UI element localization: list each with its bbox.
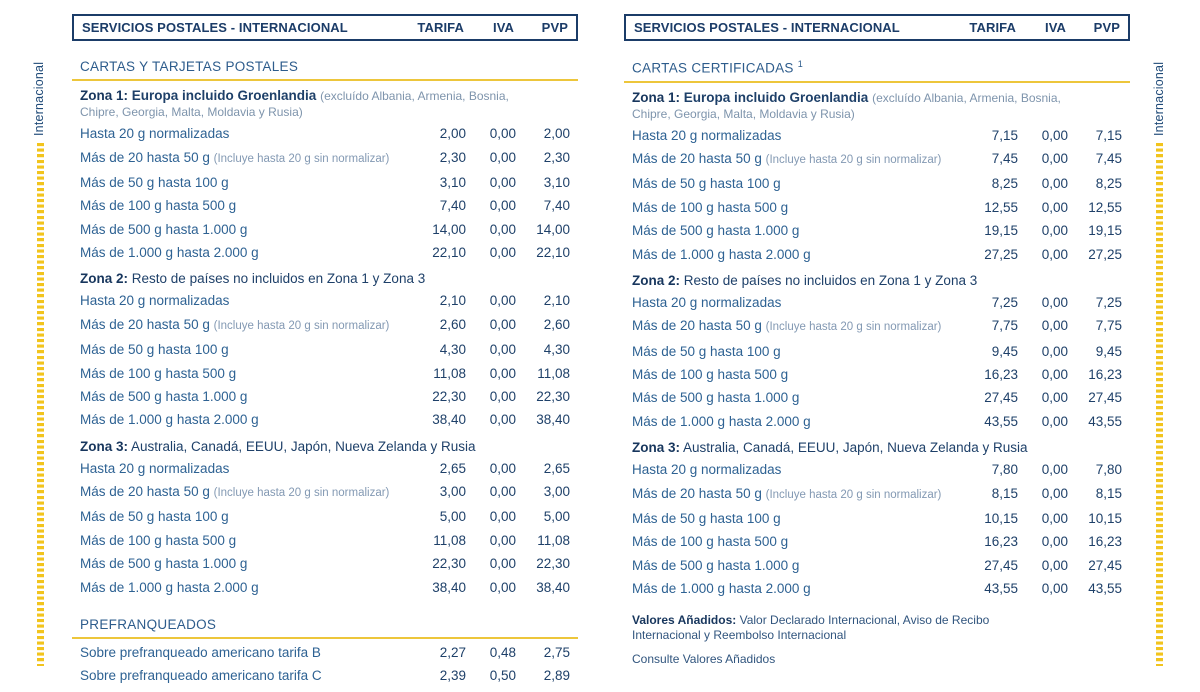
row-label [80,508,402,525]
row-label [632,485,954,504]
pvp-value: 4,30 [543,342,570,358]
pvp-value: 38,40 [536,579,570,595]
row-label-text: Más de 1.000 g hasta 2.000 g [80,579,259,595]
iva-value: 0,00 [489,460,516,476]
tariff-row [624,386,1130,409]
pvp-value: 3,10 [543,174,570,190]
iva-value: 0,00 [489,174,516,190]
row-label [632,199,954,216]
row-label-text: Más de 1.000 g hasta 2.000 g [632,246,811,262]
iva-value: 0,00 [489,221,516,237]
zone-group [624,440,1130,600]
pvp-value: 22,30 [536,556,570,572]
row-label-text: Más de 1.000 g hasta 2.000 g [80,412,259,428]
tariff-row [72,575,578,598]
tarifa-value: 12,55 [984,199,1018,215]
row-label [80,460,402,477]
rate-rows [624,124,1130,266]
zone-label: Zona 1: [632,89,681,105]
section-title [72,59,578,81]
iva-value: 0,00 [489,293,516,309]
tariff-column-left [72,14,578,692]
rate-rows [72,122,578,264]
tarifa-value: 7,15 [991,127,1018,143]
row-label-text: Más de 20 hasta 50 g [80,484,210,500]
tariff-row [72,241,578,264]
zone-description: Resto de países no incluidos en Zona 1 y Zona 3 [683,272,978,288]
tariff-row [72,529,578,552]
tarifa-value: 7,75 [991,318,1018,334]
table-header [624,14,1130,41]
column-header-iva: IVA [1044,20,1066,35]
tarifa-value: 2,27 [439,644,466,660]
tarifa-value: 22,10 [432,245,466,261]
row-label-text: Más de 500 g hasta 1.000 g [632,223,800,239]
row-label [80,244,402,261]
rate-rows [72,289,578,431]
row-label-text: Sobre prefranqueado americano tarifa B [80,644,321,660]
iva-value: 0,00 [489,149,516,165]
row-label-note: (Incluye hasta 20 g sin normalizar) [765,488,942,501]
row-label [80,532,402,549]
tarifa-value: 38,40 [432,579,466,595]
footnote-text: Consulte Valores Añadidos [632,652,776,667]
pvp-value: 16,23 [1088,534,1122,550]
pvp-value: 8,25 [1095,176,1122,192]
tariff-row [624,458,1130,481]
pvp-value: 22,10 [536,245,570,261]
iva-value: 0,00 [1041,151,1068,167]
section-title-text: CARTAS CERTIFICADAS [632,60,794,76]
tariff-row [72,664,578,687]
iva-value: 0,00 [1041,343,1068,359]
column-header-tarifa: TARIFA [969,20,1016,35]
row-label [80,411,402,428]
row-label [80,341,402,358]
row-label-text: Más de 1.000 g hasta 2.000 g [80,245,259,261]
iva-value: 0,00 [1041,223,1068,239]
tarifa-value: 5,00 [439,509,466,525]
row-label-text: Más de 500 g hasta 1.000 g [80,221,248,237]
tarifa-value: 43,55 [984,413,1018,429]
iva-value: 0,00 [1041,176,1068,192]
row-label [632,175,954,192]
tarifa-value: 2,60 [439,316,466,332]
row-label [632,389,954,406]
iva-value: 0,00 [489,509,516,525]
pvp-value: 2,10 [543,293,570,309]
tariff-row [72,145,578,170]
row-label-text: Más de 50 g hasta 100 g [632,176,781,192]
side-label-internacional-right: Internacional [1152,61,1166,136]
row-label [632,557,954,574]
tarifa-value: 3,10 [439,174,466,190]
row-label-note: (Incluye hasta 20 g sin normalizar) [213,487,390,500]
pvp-value: 10,15 [1088,510,1122,526]
pvp-value: 7,45 [1095,151,1122,167]
row-label [632,246,954,263]
row-label [632,150,954,169]
row-label-text: Más de 500 g hasta 1.000 g [80,556,248,572]
tariff-row [624,481,1130,506]
section-title-text: CARTAS Y TARJETAS POSTALES [80,59,299,74]
tariff-row [72,457,578,480]
tarifa-value: 11,08 [433,532,466,548]
tariff-row [72,122,578,145]
zone-heading [632,273,1072,289]
pvp-value: 2,60 [543,316,570,332]
tarifa-value: 2,39 [439,668,466,684]
tariff-row [624,291,1130,314]
tarifa-value: 27,45 [984,390,1018,406]
rate-rows [624,291,1130,433]
tarifa-value: 2,00 [439,126,466,142]
row-label [632,533,954,550]
pvp-value: 2,65 [543,460,570,476]
zone-group [624,90,1130,266]
section-title-footnote-marker: 1 [797,59,804,69]
tariff-row [624,363,1130,386]
zone-label: Zona 2: [80,271,129,287]
tarifa-value: 9,45 [991,343,1018,359]
row-label-text: Más de 50 g hasta 100 g [80,174,229,190]
tariff-row [624,196,1130,219]
iva-value: 0,00 [1041,367,1068,383]
tariff-row [72,313,578,338]
tarifa-value: 38,40 [432,412,466,428]
row-label-text: Hasta 20 g normalizadas [80,126,230,142]
row-label-text: Hasta 20 g normalizadas [632,294,782,310]
zone-group [72,271,578,431]
tariff-row [72,505,578,528]
tarifa-value: 7,80 [991,462,1018,478]
iva-value: 0,00 [1041,485,1068,501]
tariff-row [624,507,1130,530]
row-label [80,221,402,238]
tarifa-value: 22,30 [432,388,466,404]
row-label [632,317,954,336]
table-header-title: SERVICIOS POSTALES - INTERNACIONAL [82,20,348,35]
tarifa-value: 27,45 [984,557,1018,573]
row-label [632,343,954,360]
iva-value: 0,00 [1041,413,1068,429]
tariff-tables [72,14,1130,692]
zone-heading [80,271,520,287]
pvp-value: 7,40 [543,198,570,214]
zone-exclusions-note: (excluído Albania, Armenia, Bosnia, Chipre, Georgia, Malta, Moldavia y Rusia) [632,90,1061,121]
row-label [632,580,954,597]
row-label [632,510,954,527]
tariff-row [72,641,578,664]
iva-value: 0,50 [489,668,516,684]
footnote [632,613,994,643]
pvp-value: 16,23 [1088,367,1122,383]
tarifa-value: 14,00 [432,221,466,237]
pvp-value: 3,00 [543,484,570,500]
tariff-row [72,289,578,312]
row-label-text: Sobre prefranqueado americano tarifa C [80,668,322,684]
row-label-text: Más de 100 g hasta 500 g [80,532,237,548]
pvp-value: 7,15 [1095,127,1122,143]
tarifa-value: 2,65 [439,460,466,476]
row-label [80,667,402,684]
zone-heading [80,439,520,455]
tarifa-value: 11,08 [433,365,466,381]
row-label-text: Más de 20 hasta 50 g [632,151,762,167]
row-label-text: Más de 50 g hasta 100 g [80,342,229,358]
row-label [632,366,954,383]
side-label-internacional-left: Internacional [32,61,46,136]
row-label-text: Más de 50 g hasta 100 g [632,510,781,526]
tarifa-value: 2,30 [439,149,466,165]
tarifa-value: 16,23 [984,534,1018,550]
iva-value: 0,00 [1041,199,1068,215]
row-label [80,197,402,214]
tarifa-value: 7,40 [439,198,466,214]
row-label-text: Más de 20 hasta 50 g [632,318,762,334]
tariff-row [72,408,578,431]
zone-heading [632,90,1072,122]
zone-heading [80,88,520,120]
iva-value: 0,00 [489,484,516,500]
zone-label: Zona 3: [80,438,129,454]
zone-description: Australia, Canadá, EEUU, Japón, Nueva Zelanda y Rusia [131,438,476,454]
row-label-text: Hasta 20 g normalizadas [632,462,782,478]
row-label [632,461,954,478]
tarifa-value: 7,45 [991,151,1018,167]
zone-description: Europa incluido Groenlandia [131,88,317,103]
row-label [80,555,402,572]
row-label-text: Hasta 20 g normalizadas [80,293,230,309]
pvp-value: 27,45 [1088,557,1122,573]
row-label-note: (Incluye hasta 20 g sin normalizar) [213,319,390,332]
section-title [624,59,1130,83]
zone-label: Zona 3: [632,440,681,455]
tarifa-value: 43,55 [984,581,1018,597]
row-label-text: Más de 100 g hasta 500 g [80,198,237,214]
row-label [80,365,402,382]
row-label [80,483,402,502]
row-label-text: Hasta 20 g normalizadas [80,460,230,476]
tarifa-value: 10,15 [984,510,1018,526]
footnote-lead: Valores Añadidos: [632,613,737,628]
tarifa-value: 8,15 [991,485,1018,501]
row-label [632,413,954,430]
tariff-row [624,219,1130,242]
tariff-row [624,577,1130,600]
tarifa-value: 19,15 [984,223,1018,239]
zone-description: Europa incluido Groenlandia [683,89,869,105]
column-header-pvp: PVP [541,20,568,35]
pvp-value: 12,55 [1088,199,1122,215]
iva-value: 0,00 [1041,557,1068,573]
pvp-value: 11,08 [537,532,570,548]
pvp-value: 2,75 [543,644,570,660]
iva-value: 0,48 [489,644,516,660]
row-label-text: Hasta 20 g normalizadas [632,127,782,143]
table-header-title: SERVICIOS POSTALES - INTERNACIONAL [634,20,900,35]
dashed-strip-right [1156,143,1163,666]
tariff-row [72,480,578,505]
pvp-value: 9,45 [1095,343,1122,359]
tariff-column-right [624,14,1130,692]
tarifa-value: 8,25 [991,176,1018,192]
tarifa-value: 7,25 [991,294,1018,310]
row-label-text: Más de 500 g hasta 1.000 g [632,390,800,406]
pvp-value: 11,08 [537,365,570,381]
row-label [80,174,402,191]
iva-value: 0,00 [1041,294,1068,310]
tariff-row [624,340,1130,363]
iva-value: 0,00 [489,365,516,381]
row-label-note: (Incluye hasta 20 g sin normalizar) [765,154,942,167]
tariff-row [72,361,578,384]
row-label [80,579,402,596]
row-label [80,316,402,335]
row-label [632,127,954,144]
zone-group [72,88,578,264]
tarifa-value: 27,25 [984,246,1018,262]
pvp-value: 43,55 [1088,581,1122,597]
row-label-text: Más de 1.000 g hasta 2.000 g [632,413,811,429]
rate-rows [72,641,578,688]
column-header-pvp: PVP [1093,20,1120,35]
pvp-value: 22,30 [536,388,570,404]
row-label-text: Más de 50 g hasta 100 g [80,509,229,525]
footnote-text: Valor Declarado Internacional, Aviso de Recibo Internacional y Reembolso Internacional [632,613,990,643]
tarifa-value: 2,10 [439,293,466,309]
iva-value: 0,00 [1041,246,1068,262]
iva-value: 0,00 [489,556,516,572]
row-label [632,294,954,311]
tariff-row [624,242,1130,265]
row-label [80,292,402,309]
tariff-row [72,552,578,575]
iva-value: 0,00 [489,412,516,428]
row-label-text: Más de 500 g hasta 1.000 g [80,388,248,404]
table-header [72,14,578,41]
tariff-row [624,314,1130,339]
tariff-row [624,124,1130,147]
pvp-value: 2,00 [543,126,570,142]
pvp-value: 43,55 [1088,413,1122,429]
pvp-value: 2,30 [543,149,570,165]
pvp-value: 14,00 [536,221,570,237]
pvp-value: 7,75 [1095,318,1122,334]
zone-label: Zona 2: [632,272,681,288]
column-header-tarifa: TARIFA [417,20,464,35]
row-label-text: Más de 20 hasta 50 g [80,316,210,332]
tariff-row [624,530,1130,553]
tarifa-value: 22,30 [432,556,466,572]
tariff-row [624,147,1130,172]
iva-value: 0,00 [489,579,516,595]
row-label-text: Más de 100 g hasta 500 g [632,199,789,215]
zone-description: Australia, Canadá, EEUU, Japón, Nueva Zelanda y Rusia [683,440,1028,455]
row-label-note: (Incluye hasta 20 g sin normalizar) [213,152,390,165]
section-title-text: PREFRANQUEADOS [80,616,217,632]
zone-exclusions-note: (excluído Albania, Armenia, Bosnia, Chipre, Georgia, Malta, Moldavia y Rusia) [80,89,509,119]
tariff-row [72,385,578,408]
iva-value: 0,00 [1041,390,1068,406]
zone-label: Zona 1: [80,88,129,103]
rate-rows [72,457,578,599]
tariff-row [624,172,1130,195]
iva-value: 0,00 [1041,462,1068,478]
pvp-value: 38,40 [536,412,570,428]
row-label-text: Más de 20 hasta 50 g [80,149,210,165]
row-label-note: (Incluye hasta 20 g sin normalizar) [765,321,942,334]
row-label-text: Más de 100 g hasta 500 g [80,365,237,381]
iva-value: 0,00 [1041,510,1068,526]
tarifa-value: 16,23 [984,367,1018,383]
row-label-text: Más de 1.000 g hasta 2.000 g [632,581,811,597]
pvp-value: 19,15 [1088,223,1122,239]
tariff-row [72,218,578,241]
footnote [632,652,994,667]
pvp-value: 2,89 [543,668,570,684]
zone-group [72,439,578,599]
iva-value: 0,00 [489,198,516,214]
pvp-value: 8,15 [1095,485,1122,501]
zone-heading [632,440,1072,456]
pvp-value: 5,00 [543,509,570,525]
rate-rows [624,458,1130,600]
tariff-row [72,171,578,194]
section-title [72,617,578,639]
tariff-row [624,410,1130,433]
column-header-iva: IVA [492,20,514,35]
iva-value: 0,00 [489,316,516,332]
iva-value: 0,00 [489,532,516,548]
row-label-text: Más de 50 g hasta 100 g [632,343,781,359]
row-label [80,644,402,661]
iva-value: 0,00 [1041,318,1068,334]
iva-value: 0,00 [489,342,516,358]
row-label [632,222,954,239]
zone-group [72,641,578,688]
tarifa-value: 3,00 [439,484,466,500]
iva-value: 0,00 [1041,581,1068,597]
tariff-row [72,338,578,361]
iva-value: 0,00 [1041,534,1068,550]
row-label [80,388,402,405]
pvp-value: 27,25 [1088,246,1122,262]
row-label-text: Más de 100 g hasta 500 g [632,534,789,550]
tarifa-value: 4,30 [439,342,466,358]
row-label [80,125,402,142]
iva-value: 0,00 [489,245,516,261]
iva-value: 0,00 [1041,127,1068,143]
row-label-text: Más de 20 hasta 50 g [632,485,762,501]
row-label-text: Más de 500 g hasta 1.000 g [632,557,800,573]
pvp-value: 7,80 [1095,462,1122,478]
row-label-text: Más de 100 g hasta 500 g [632,367,789,383]
zone-group [624,273,1130,433]
iva-value: 0,00 [489,126,516,142]
pvp-value: 7,25 [1095,294,1122,310]
iva-value: 0,00 [489,388,516,404]
zone-description: Resto de países no incluidos en Zona 1 y Zona 3 [131,271,426,287]
tariff-row [72,194,578,217]
tariff-row [624,554,1130,577]
pvp-value: 27,45 [1088,390,1122,406]
dashed-strip-left [37,143,44,666]
row-label [80,149,402,168]
